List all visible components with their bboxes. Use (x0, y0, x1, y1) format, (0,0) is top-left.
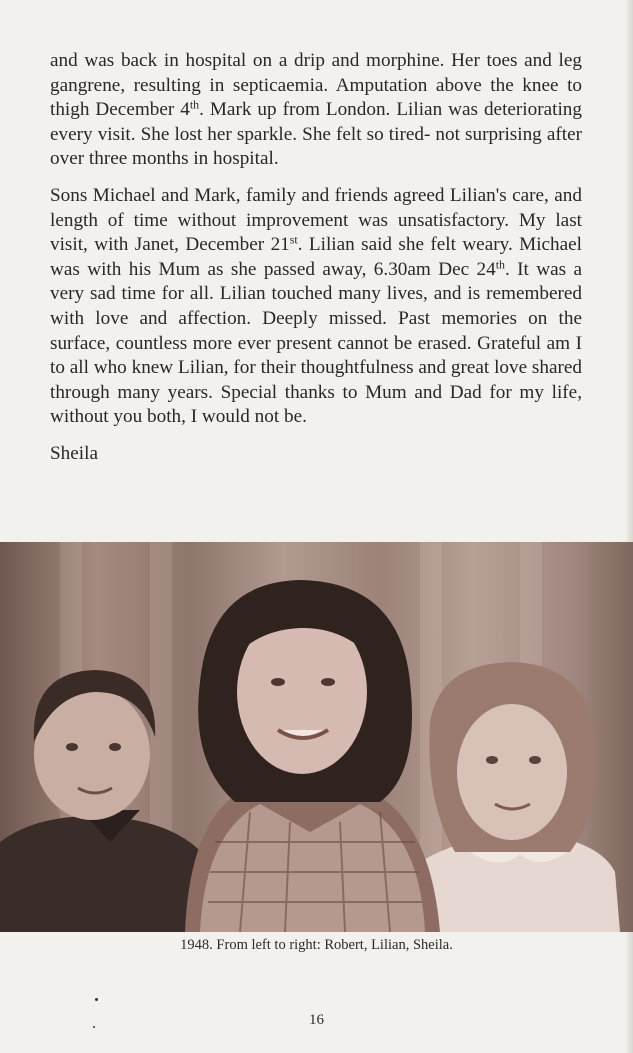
girl-right-figure (415, 662, 620, 932)
photo-figures (0, 542, 633, 932)
boy-figure (0, 670, 215, 932)
family-photo (0, 542, 633, 932)
paper-speck (95, 998, 98, 1001)
photo-caption: 1948. From left to right: Robert, Lilian, Sheila. (180, 937, 453, 953)
paragraph-2: Sons Michael and Mark, family and friends agreed Lilian's care, and length of time without improvement was unsatisfactory. My last visit, with Janet, December 21st. Lilian said she felt weary. Michael was with his Mum as she passed away, 6.30am Dec 24th. It was a very sad time for all. Lilian touched many lives, and is remembered with love and affection. Deeply missed. Past memories on the surface, countless more ever present cannot be erased. Grateful am I to all who knew Lilian, for their thoughtfulness and great love shared through many years. Special thanks to Mum and Dad for my life, without you both, I would not be. (50, 184, 582, 428)
paragraph-1: and was back in hospital on a drip and morphine. Her toes and leg gangrene, resulting in septicaemia. Amputation above the knee to thigh December 4th. Mark up from London. Lilian was deteriorating every visit. She lost her sparkle. She felt so tired- not surprising after over three months in hospital. (50, 50, 582, 170)
page-number: 16 (309, 1012, 324, 1028)
girl-center-figure (185, 580, 440, 932)
body-text (50, 49, 582, 479)
signature: Sheila (50, 442, 98, 464)
